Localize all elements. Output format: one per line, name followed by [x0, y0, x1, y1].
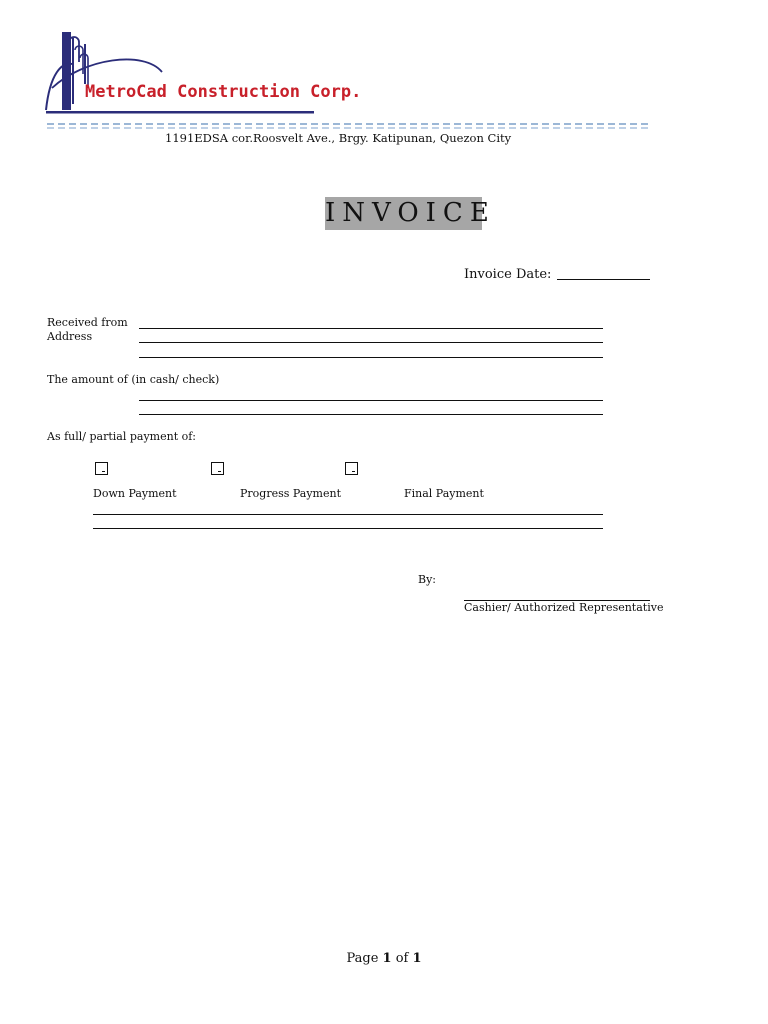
by-label: By: [418, 573, 437, 586]
page-word: Page [346, 951, 379, 966]
received-from-field[interactable] [139, 328, 603, 329]
final-payment-label: Final Payment [404, 487, 484, 500]
progress-payment-checkbox[interactable] [211, 462, 224, 475]
received-from-label: Received from [47, 316, 128, 329]
address-field-line-1[interactable] [139, 342, 603, 343]
header-dashed-rule [47, 122, 649, 130]
building-logo-icon [44, 28, 324, 118]
page-number [0, 951, 768, 966]
payment-detail-line-2[interactable] [93, 528, 603, 529]
amount-field-line-2[interactable] [139, 414, 603, 415]
company-name: MetroCad Construction Corp. [85, 82, 362, 102]
current-page: 1 [382, 951, 392, 966]
document-title: INVOICE [325, 198, 496, 228]
address-label: Address [47, 330, 93, 343]
payment-of-label: As full/ partial payment of: [47, 430, 197, 443]
down-payment-checkbox[interactable] [95, 462, 108, 475]
payment-detail-line-1[interactable] [93, 514, 603, 515]
signature-role: Cashier/ Authorized Representative [464, 601, 664, 614]
company-address: 1191EDSA cor.Roosvelt Ave., Brgy. Katipunan, Quezon City [165, 131, 512, 145]
progress-payment-label: Progress Payment [240, 487, 342, 500]
address-field-line-2[interactable] [139, 357, 603, 358]
company-logo [44, 28, 362, 118]
amount-label: The amount of (in cash/ check) [47, 373, 220, 386]
invoice-date-label: Invoice Date: [464, 267, 552, 282]
final-payment-checkbox[interactable] [345, 462, 358, 475]
total-pages: 1 [412, 951, 422, 966]
amount-field-line-1[interactable] [139, 400, 603, 401]
invoice-date-field[interactable] [557, 279, 650, 280]
of-word: of [395, 951, 409, 966]
down-payment-label: Down Payment [93, 487, 177, 500]
